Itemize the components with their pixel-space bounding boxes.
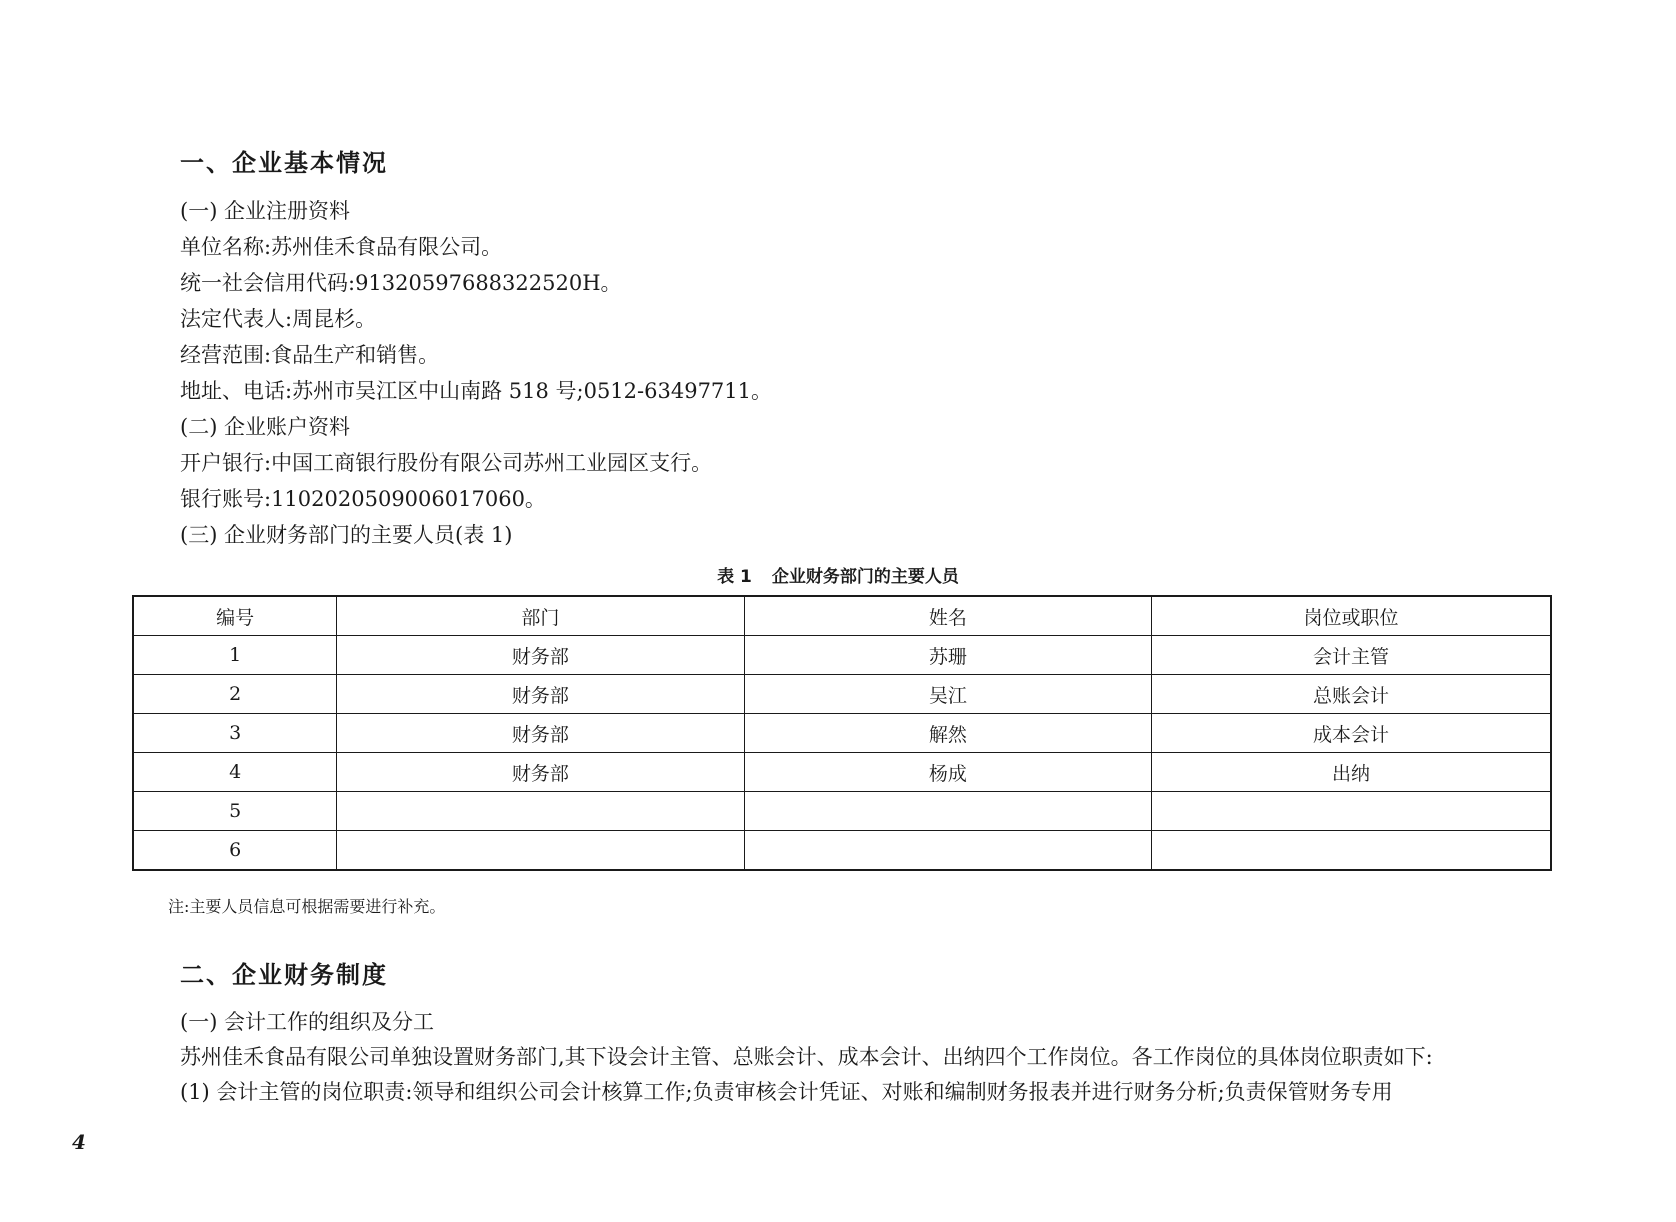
cell-number: 3 bbox=[133, 714, 337, 753]
table-row bbox=[133, 636, 1551, 675]
cell-department: 财务部 bbox=[337, 753, 744, 792]
company-name-line: 单位名称:苏州佳禾食品有限公司。 bbox=[180, 235, 503, 259]
table-caption-number: 表 1 bbox=[717, 567, 752, 587]
section2-sub1: (一) 会计工作的组织及分工 bbox=[180, 1010, 435, 1034]
section1-heading: 一、企业基本情况 bbox=[180, 149, 388, 177]
business-scope-line: 经营范围:食品生产和销售。 bbox=[180, 343, 440, 367]
cell-name bbox=[744, 831, 1151, 871]
table-row bbox=[133, 831, 1551, 871]
cell-position bbox=[1152, 831, 1551, 871]
page-number: 4 bbox=[72, 1130, 86, 1154]
cell-name: 苏珊 bbox=[744, 636, 1151, 675]
cell-department bbox=[337, 831, 744, 871]
cell-number: 1 bbox=[133, 636, 337, 675]
cell-department bbox=[337, 792, 744, 831]
cell-name: 吴江 bbox=[744, 675, 1151, 714]
table-caption bbox=[0, 562, 1676, 587]
cell-number: 4 bbox=[133, 753, 337, 792]
section1-sub3: (三) 企业财务部门的主要人员(表 1) bbox=[180, 523, 513, 547]
cell-department: 财务部 bbox=[337, 714, 744, 753]
header-cell-name: 姓名 bbox=[744, 596, 1151, 636]
cell-number: 5 bbox=[133, 792, 337, 831]
cell-position: 成本会计 bbox=[1152, 714, 1551, 753]
legal-rep-line: 法定代表人:周昆杉。 bbox=[180, 307, 377, 331]
section2-paragraph-1: 苏州佳禾食品有限公司单独设置财务部门,其下设会计主管、总账会计、成本会计、出纳四个工作岗位。各工作岗位的具体岗位职责如下: bbox=[180, 1045, 1433, 1069]
credit-code-line: 统一社会信用代码:91320597688322520H。 bbox=[180, 271, 622, 295]
table-caption-title: 企业财务部门的主要人员 bbox=[771, 567, 959, 587]
table-row bbox=[133, 753, 1551, 792]
cell-position: 会计主管 bbox=[1152, 636, 1551, 675]
table-row bbox=[133, 792, 1551, 831]
header-cell-department: 部门 bbox=[337, 596, 744, 636]
table-header-row bbox=[133, 596, 1551, 636]
section2-paragraph-2: (1) 会计主管的岗位职责:领导和组织公司会计核算工作;负责审核会计凭证、对账和编制财务报表并进行财务分析;负责保管财务专用 bbox=[180, 1080, 1393, 1104]
cell-department: 财务部 bbox=[337, 675, 744, 714]
table-row bbox=[133, 714, 1551, 753]
table-note: 注:主要人员信息可根据需要进行补充。 bbox=[168, 897, 446, 916]
cell-department: 财务部 bbox=[337, 636, 744, 675]
address-phone-line: 地址、电话:苏州市吴江区中山南路 518 号;0512-63497711。 bbox=[180, 379, 773, 403]
cell-number: 6 bbox=[133, 831, 337, 871]
section1-sub1: (一) 企业注册资料 bbox=[180, 199, 351, 223]
section1-sub2: (二) 企业账户资料 bbox=[180, 415, 351, 439]
account-line: 银行账号:1102020509006017060。 bbox=[180, 487, 546, 511]
cell-position bbox=[1152, 792, 1551, 831]
staff-table bbox=[132, 595, 1552, 871]
cell-name bbox=[744, 792, 1151, 831]
header-cell-number: 编号 bbox=[133, 596, 337, 636]
cell-name: 杨成 bbox=[744, 753, 1151, 792]
cell-position: 出纳 bbox=[1152, 753, 1551, 792]
table-row bbox=[133, 675, 1551, 714]
bank-line: 开户银行:中国工商银行股份有限公司苏州工业园区支行。 bbox=[180, 451, 713, 475]
cell-number: 2 bbox=[133, 675, 337, 714]
cell-position: 总账会计 bbox=[1152, 675, 1551, 714]
cell-name: 解然 bbox=[744, 714, 1151, 753]
header-cell-position: 岗位或职位 bbox=[1152, 596, 1551, 636]
section2-heading: 二、企业财务制度 bbox=[180, 961, 388, 989]
